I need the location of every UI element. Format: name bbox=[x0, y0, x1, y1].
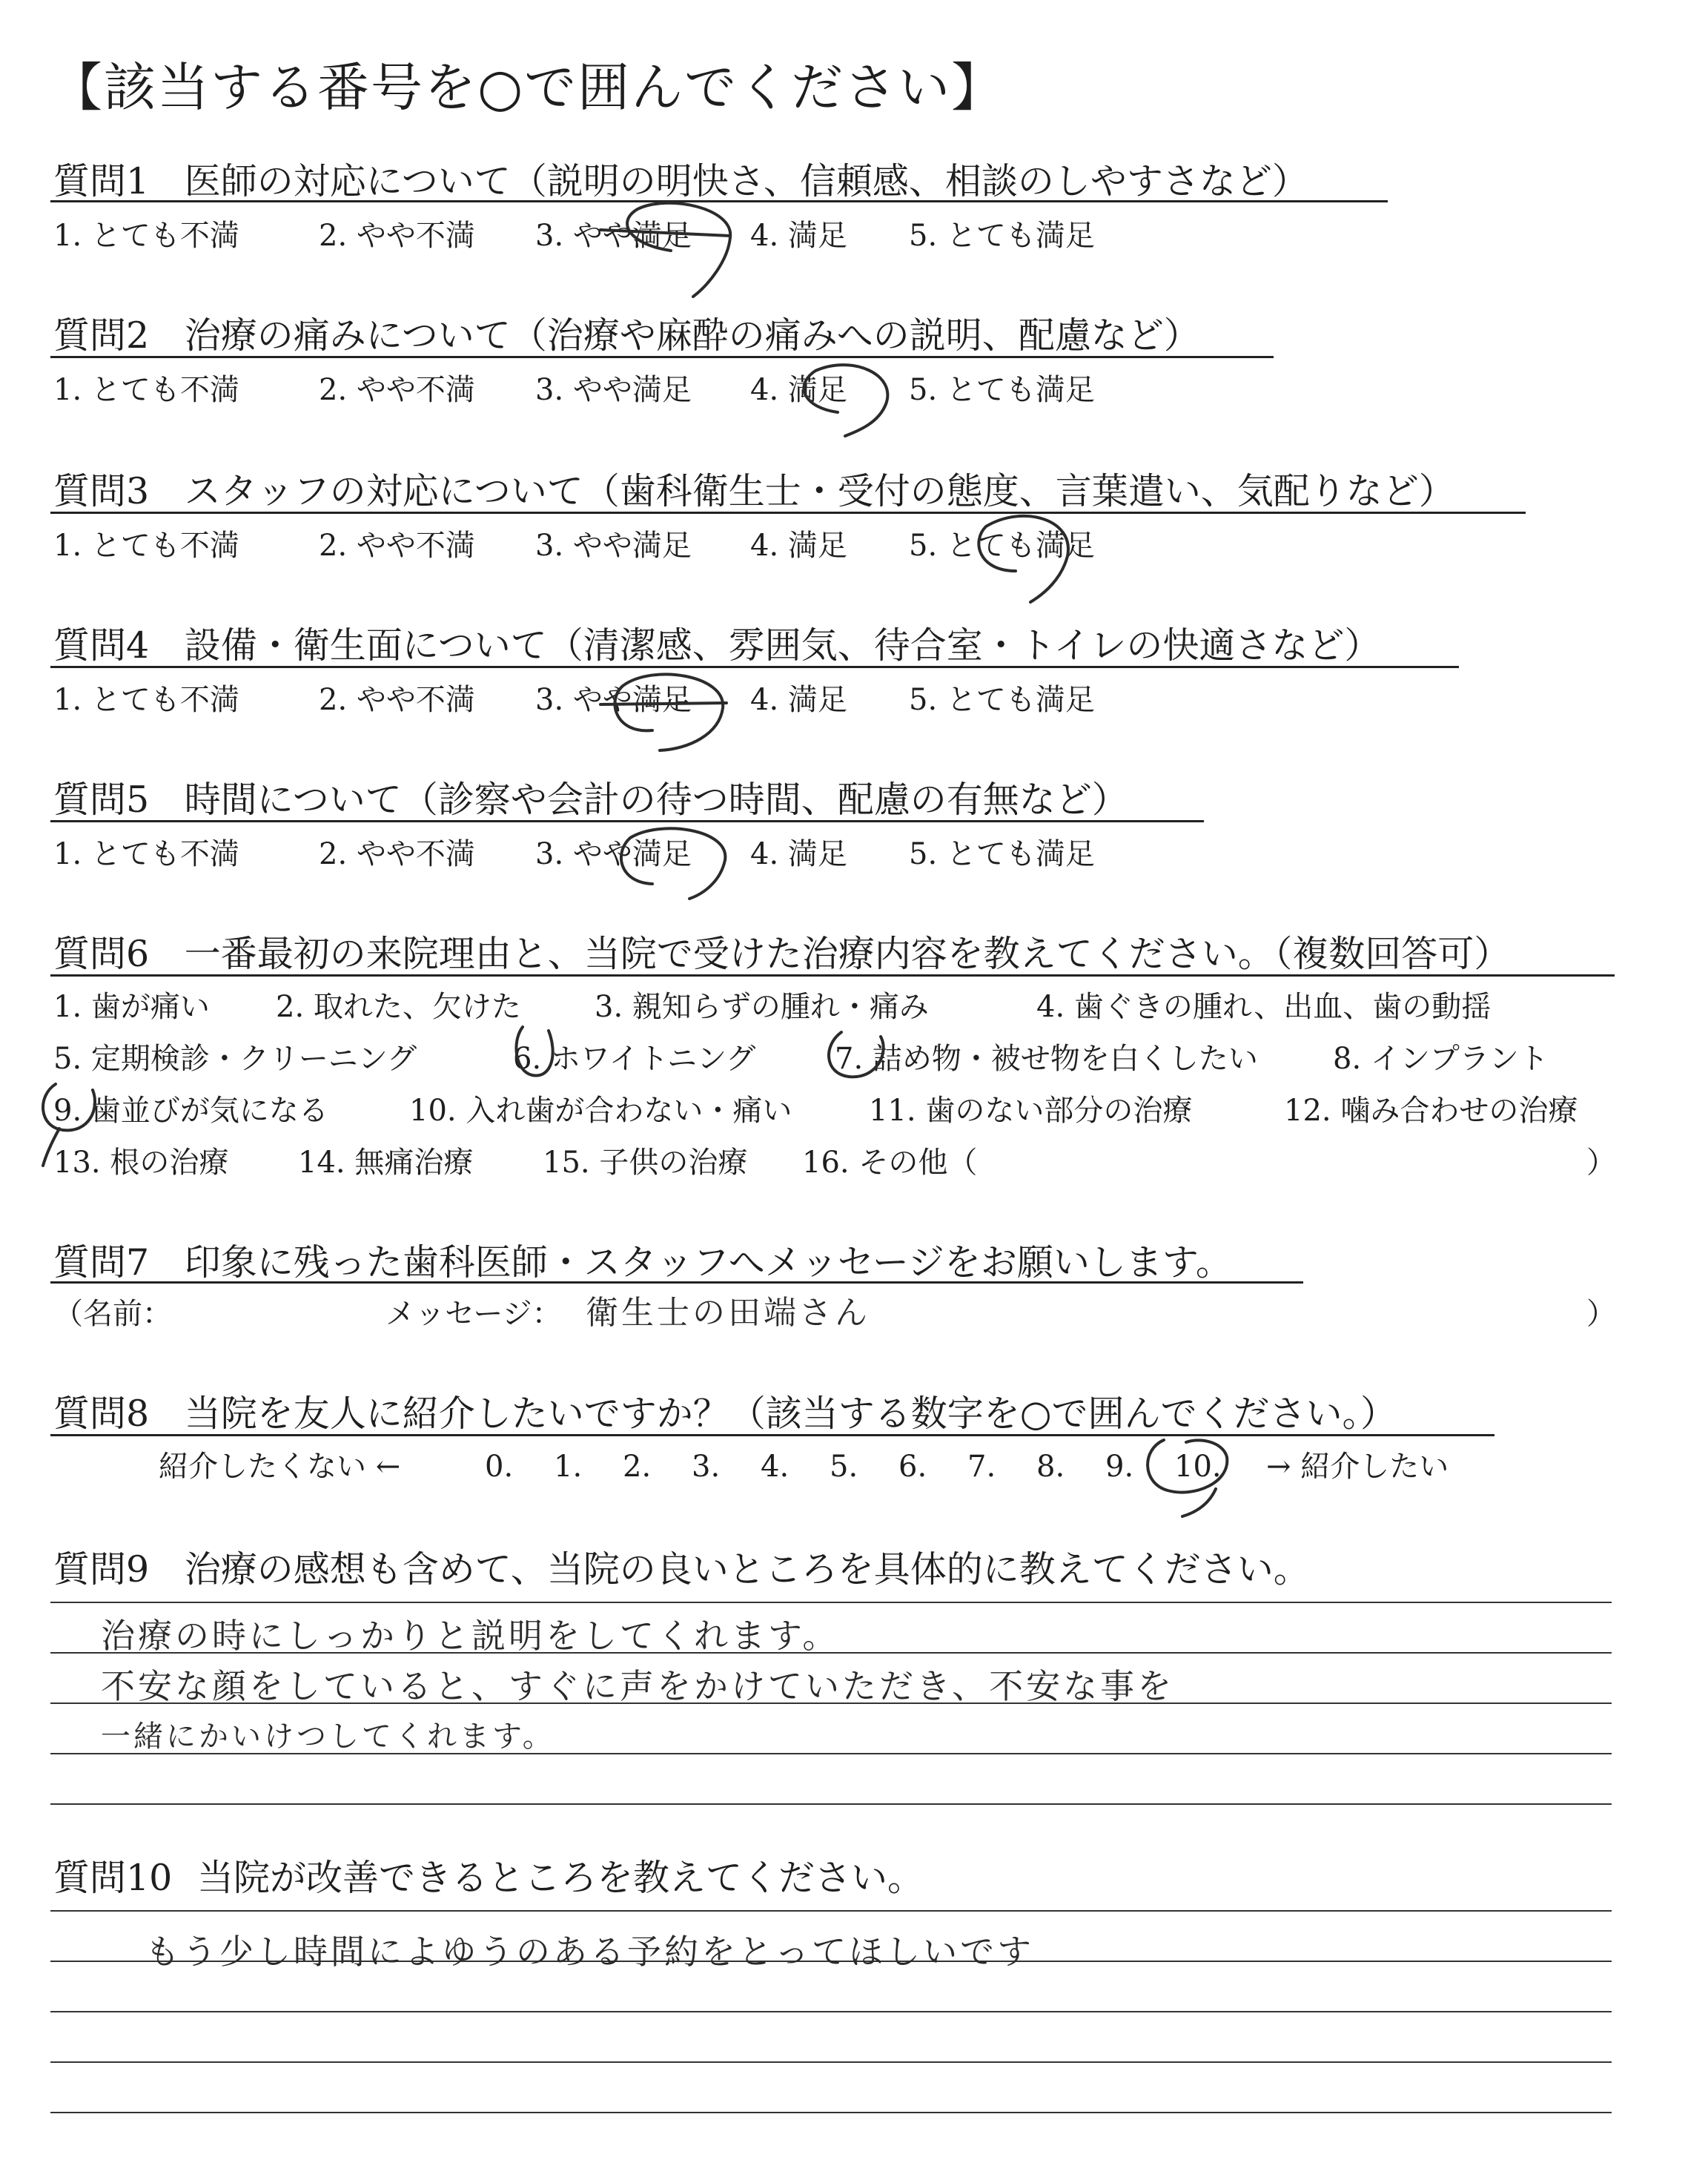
question-7 bbox=[53, 1234, 1232, 1286]
q8-score-4[interactable]: 4. bbox=[761, 1450, 790, 1484]
q6-option-6[interactable]: 6. ホワイトニング bbox=[513, 1042, 756, 1076]
question-8-label: 質問8 bbox=[53, 1393, 150, 1435]
question-6 bbox=[53, 925, 1510, 977]
q8-scale bbox=[159, 1443, 1449, 1485]
q6-option-1[interactable]: 1. 歯が痛い bbox=[53, 990, 210, 1024]
q3-option-5[interactable]: 5. とても満足 bbox=[909, 529, 1095, 563]
question-6-text: 一番最初の来院理由と、当院で受けた治療内容を教えてください。（複数回答可） bbox=[184, 933, 1511, 975]
q8-tail bbox=[1182, 1489, 1216, 1516]
q6-row-4 bbox=[53, 1139, 977, 1181]
question-1-text: 医師の対応について（説明の明快さ、信頼感、相談のしやすさなど） bbox=[184, 160, 1308, 202]
question-9 bbox=[53, 1541, 1310, 1593]
q9-answer-line-3[interactable]: 一緒にかいけつしてくれます。 bbox=[101, 1720, 555, 1754]
question-5-label: 質問5 bbox=[53, 779, 150, 821]
q7-close-paren: ） bbox=[1586, 1297, 1616, 1331]
question-4-options bbox=[53, 676, 1095, 719]
q7-message-label: メッセージ： bbox=[385, 1297, 562, 1331]
q10-line-4 bbox=[50, 2061, 1612, 2063]
question-1-label: 質問1 bbox=[53, 160, 150, 202]
question-1-options bbox=[53, 212, 1095, 254]
question-5-options bbox=[53, 830, 1095, 873]
q4-option-5[interactable]: 5. とても満足 bbox=[909, 683, 1095, 717]
q5-option-2[interactable]: 2. やや不満 bbox=[319, 837, 475, 871]
question-2-options bbox=[53, 366, 1095, 409]
q8-score-5[interactable]: 5. bbox=[830, 1450, 858, 1484]
q9-line-5 bbox=[50, 1803, 1612, 1805]
q5-option-4[interactable]: 4. 満足 bbox=[750, 837, 847, 871]
q9-answer-line-1[interactable]: 治療の時にしっかりと説明をしてくれます。 bbox=[101, 1616, 840, 1656]
question-6-label: 質問6 bbox=[53, 933, 150, 975]
q8-score-10[interactable]: 10. bbox=[1174, 1450, 1222, 1484]
q8-score-3[interactable]: 3. bbox=[692, 1450, 721, 1484]
question-4-label: 質問4 bbox=[53, 624, 150, 667]
q9-line-1 bbox=[50, 1602, 1612, 1603]
q6-option-5[interactable]: 5. 定期検診・クリーニング bbox=[53, 1042, 417, 1076]
q6-option-3[interactable]: 3. 親知らずの腫れ・痛み bbox=[595, 990, 929, 1024]
q6-option-13[interactable]: 13. 根の治療 bbox=[53, 1146, 229, 1180]
q6-option-2[interactable]: 2. 取れた、欠けた bbox=[276, 990, 521, 1024]
question-9-text: 治療の感想も含めて、当院の良いところを具体的に教えてください。 bbox=[184, 1548, 1310, 1591]
question-7-underline bbox=[50, 1281, 1303, 1284]
q2-option-4[interactable]: 4. 満足 bbox=[750, 373, 847, 407]
q4-option-2[interactable]: 2. やや不満 bbox=[319, 683, 475, 717]
q6-option-12[interactable]: 12. 噛み合わせの治療 bbox=[1284, 1094, 1578, 1128]
q8-right-label: → 紹介したい bbox=[1266, 1450, 1449, 1484]
question-8-underline bbox=[50, 1434, 1494, 1436]
question-1-underline bbox=[50, 200, 1388, 202]
question-2 bbox=[53, 307, 1200, 359]
q2-option-5[interactable]: 5. とても満足 bbox=[909, 373, 1095, 407]
q8-score-1[interactable]: 1. bbox=[554, 1450, 583, 1484]
q9-answer-line-2[interactable]: 不安な顔をしていると、すぐに声をかけていただき、不安な事を bbox=[101, 1666, 1175, 1706]
q6-row-2 bbox=[53, 1035, 1549, 1077]
question-3-text: スタッフの対応について（歯科衛生士・受付の態度、言葉遣い、気配りなど） bbox=[184, 470, 1455, 512]
q8-score-0[interactable]: 0. bbox=[485, 1450, 514, 1484]
q8-score-9[interactable]: 9. bbox=[1105, 1450, 1134, 1484]
question-2-label: 質問2 bbox=[53, 314, 150, 357]
q6-option-4[interactable]: 4. 歯ぐきの腫れ、出血、歯の動揺 bbox=[1036, 990, 1492, 1024]
question-10-text: 当院が改善できるところを教えてください。 bbox=[196, 1857, 924, 1899]
q1-option-1[interactable]: 1. とても不満 bbox=[53, 219, 239, 253]
q8-left-label: 紹介したくない ← bbox=[159, 1450, 401, 1484]
q6-option-11[interactable]: 11. 歯のない部分の治療 bbox=[869, 1094, 1193, 1128]
q6-option-16[interactable]: 16. その他（ bbox=[802, 1146, 978, 1180]
q6-option-9[interactable]: 9. 歯並びが気になる bbox=[53, 1094, 328, 1128]
question-8 bbox=[53, 1385, 1397, 1437]
q7-message-handwritten[interactable]: 衛生士の田端さん bbox=[586, 1294, 870, 1332]
q6-option-14[interactable]: 14. 無痛治療 bbox=[298, 1146, 474, 1180]
page-title: 【該当する番号を○で囲んでください】 bbox=[50, 57, 1005, 118]
q4-option-1[interactable]: 1. とても不満 bbox=[53, 683, 239, 717]
q10-line-5 bbox=[50, 2112, 1612, 2113]
q10-answer-line-1[interactable]: もう少し時間によゆうのある予約をとってほしいです bbox=[145, 1932, 1035, 1972]
q8-score-2[interactable]: 2. bbox=[623, 1450, 652, 1484]
q6-row-3 bbox=[53, 1087, 1578, 1129]
q4-option-4[interactable]: 4. 満足 bbox=[750, 683, 847, 717]
q2-option-1[interactable]: 1. とても不満 bbox=[53, 373, 239, 407]
question-10-label: 質問10 bbox=[53, 1857, 173, 1899]
question-1 bbox=[53, 153, 1308, 205]
q3-option-4[interactable]: 4. 満足 bbox=[750, 529, 847, 563]
question-5-underline bbox=[50, 820, 1204, 822]
question-10 bbox=[53, 1849, 924, 1901]
q1-option-4[interactable]: 4. 満足 bbox=[750, 219, 847, 253]
question-5-text: 時間について（診察や会計の待つ時間、配慮の有無など） bbox=[184, 779, 1128, 821]
question-4-underline bbox=[50, 666, 1459, 668]
question-4-text: 設備・衛生面について（清潔感、雰囲気、待合室・トイレの快適さなど） bbox=[184, 624, 1381, 667]
q5-option-5[interactable]: 5. とても満足 bbox=[909, 837, 1095, 871]
q8-score-7[interactable]: 7. bbox=[967, 1450, 996, 1484]
q6-other-close-paren: ） bbox=[1586, 1146, 1616, 1180]
question-2-text: 治療の痛みについて（治療や麻酔の痛みへの説明、配慮など） bbox=[184, 314, 1200, 357]
q6-option-7[interactable]: 7. 詰め物・被せ物を白くしたい bbox=[835, 1042, 1258, 1076]
q1-option-3[interactable]: 3. やや満足 bbox=[535, 219, 692, 253]
q2-option-3[interactable]: 3. やや満足 bbox=[535, 373, 692, 407]
q7-name-label: （名前： bbox=[53, 1297, 172, 1331]
q6-option-8[interactable]: 8. インプラント bbox=[1333, 1042, 1549, 1076]
q3-option-3[interactable]: 3. やや満足 bbox=[535, 529, 692, 563]
question-4 bbox=[53, 617, 1380, 669]
q8-score-6[interactable]: 6. bbox=[898, 1450, 927, 1484]
question-7-label: 質問7 bbox=[53, 1241, 150, 1284]
q8-score-8[interactable]: 8. bbox=[1036, 1450, 1065, 1484]
question-3 bbox=[53, 463, 1455, 515]
q10-line-3 bbox=[50, 2011, 1612, 2012]
q1-option-2[interactable]: 2. やや不満 bbox=[319, 219, 475, 253]
q3-option-2[interactable]: 2. やや不満 bbox=[319, 529, 475, 563]
q4-option-3[interactable]: 3. やや満足 bbox=[535, 683, 692, 717]
question-5 bbox=[53, 771, 1128, 823]
q6-row-1 bbox=[53, 983, 1491, 1025]
q1-option-5[interactable]: 5. とても満足 bbox=[909, 219, 1095, 253]
q5-option-1[interactable]: 1. とても不満 bbox=[53, 837, 239, 871]
q10-line-1 bbox=[50, 1910, 1612, 1912]
question-9-label: 質問9 bbox=[53, 1548, 150, 1591]
question-7-text: 印象に残った歯科医師・スタッフへメッセージをお願いします。 bbox=[184, 1241, 1232, 1284]
q6-option-15[interactable]: 15. 子供の治療 bbox=[543, 1146, 748, 1180]
q2-option-2[interactable]: 2. やや不満 bbox=[319, 373, 475, 407]
question-8-text: 当院を友人に紹介したいですか？（該当する数字を○で囲んでください。） bbox=[184, 1393, 1397, 1435]
question-3-label: 質問3 bbox=[53, 470, 150, 512]
question-2-underline bbox=[50, 356, 1274, 358]
question-6-underline bbox=[50, 974, 1615, 977]
question-3-options bbox=[53, 522, 1095, 564]
question-3-underline bbox=[50, 512, 1526, 514]
q6-option-10[interactable]: 10. 入れ歯が合わない・痛い bbox=[409, 1094, 792, 1128]
q3-option-1[interactable]: 1. とても不満 bbox=[53, 529, 239, 563]
q5-option-3[interactable]: 3. やや満足 bbox=[535, 837, 692, 871]
